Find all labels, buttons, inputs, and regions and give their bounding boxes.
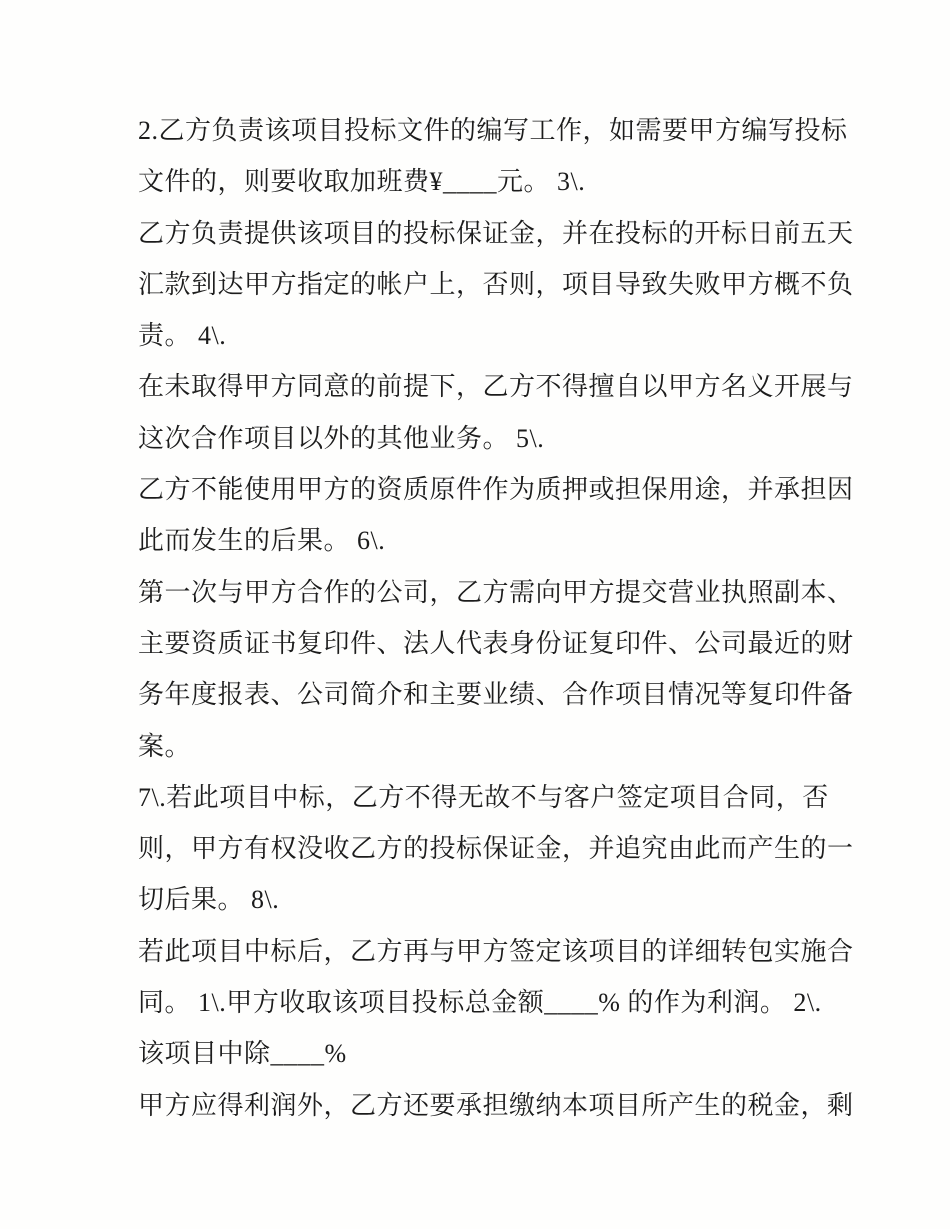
document-line: 第一次与甲方合作的公司，乙方需向甲方提交营业执照副本、: [138, 577, 854, 607]
document-line: 这次合作项目以外的其他业务。 5\.: [138, 423, 545, 453]
document-line: 主要资质证书复印件、法人代表身份证复印件、公司最近的财: [138, 628, 854, 658]
document-line: 该项目中除____%: [138, 1039, 347, 1069]
document-line: 则，甲方有权没收乙方的投标保证金，并追究由此而产生的一: [138, 834, 854, 864]
document-line: 此而发生的后果。 6\.: [138, 526, 386, 556]
document-text-block: [138, 105, 854, 1131]
document-line: 若此项目中标后，乙方再与甲方签定该项目的详细转包实施合: [138, 936, 854, 966]
document-line: 2.乙方负责该项目投标文件的编写工作，如需要甲方编写投标: [138, 116, 848, 145]
document-line: 乙方负责提供该项目的投标保证金，并在投标的开标日前五天: [138, 218, 854, 248]
document-line: 务年度报表、公司简介和主要业绩、合作项目情况等复印件备: [138, 680, 854, 710]
document-line: 责。 4\.: [138, 321, 227, 351]
document-line: 乙方不能使用甲方的资质原件作为质押或担保用途，并承担因: [138, 475, 854, 505]
document-line: 在未取得甲方同意的前提下，乙方不得擅自以甲方名义开展与: [138, 372, 854, 402]
document-line: 同。 1\.甲方收取该项目投标总金额____% 的作为利润。 2\.: [138, 988, 822, 1018]
document-line: 切后果。 8\.: [138, 885, 280, 915]
document-line: 7\.若此项目中标，乙方不得无故不与客户签定项目合同，否: [138, 782, 829, 812]
document-line: 案。: [138, 731, 192, 761]
document-line: 甲方应得利润外，乙方还要承担缴纳本项目所产生的税金，剩: [138, 1090, 854, 1120]
document-line: 汇款到达甲方指定的帐户上，否则，项目导致失败甲方概不负: [138, 269, 854, 299]
document-line: 文件的，则要收取加班费¥____元。 3\.: [138, 167, 586, 197]
